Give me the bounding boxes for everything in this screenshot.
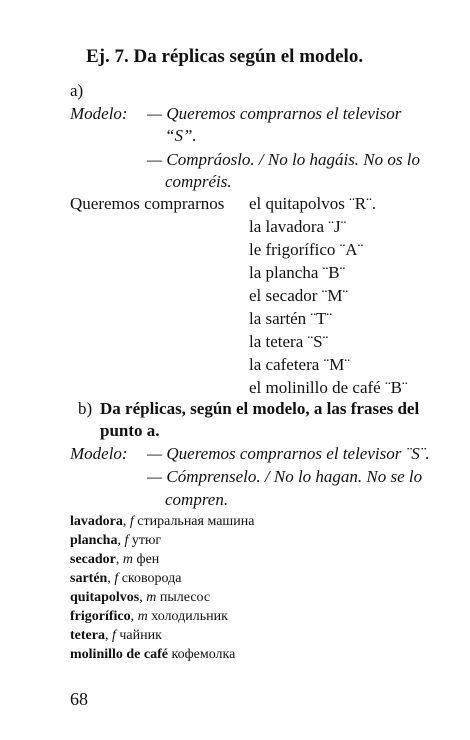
vocab-list <box>70 512 254 664</box>
part-a-item: la tetera ¨S¨ <box>249 332 329 351</box>
part-b-instruction: punto a. <box>100 421 160 440</box>
part-a-item: la plancha ¨B¨ <box>249 263 346 282</box>
part-a-model-line: — Queremos comprarnos el televisor <box>147 104 402 123</box>
vocab-entry: lavadora, f стиральная машина <box>70 514 255 529</box>
part-b-model-line: — Cómprenselo. / No lo hagan. No se lo <box>147 467 423 486</box>
part-a-model-label: Modelo: <box>70 104 128 123</box>
page-number: 68 <box>70 689 88 709</box>
part-b-model-label: Modelo: <box>70 444 128 463</box>
exercise-title: Ej. 7. Da réplicas según el modelo. <box>86 46 364 67</box>
vocab-entry: molinillo de café кофемолка <box>70 647 236 662</box>
part-a-item: el secador ¨M¨ <box>249 286 349 305</box>
part-b-model-line: compren. <box>165 490 229 509</box>
part-a-item: le frigorífico ¨A¨ <box>249 240 364 259</box>
vocab-entry: tetera, f чайник <box>70 628 162 643</box>
part-a-lead: Queremos comprarnos <box>70 194 225 213</box>
part-a-item: el quitapolvos ¨R¨. <box>249 194 377 213</box>
part-a-model-line: “S”. <box>165 126 197 145</box>
part-a-item: la sartén ¨T¨ <box>249 309 333 328</box>
vocab-entry: quitapolvos, m пылесос <box>70 590 211 605</box>
part-b-model-line: — Queremos comprarnos el televisor ¨S¨. <box>147 444 430 463</box>
part-a-model-line: — Compráoslo. / No lo hagáis. No os lo <box>147 150 420 169</box>
vocab-entry: frigorífico, m холодильник <box>70 609 228 624</box>
part-a-item: la cafetera ¨M¨ <box>249 355 350 374</box>
part-a-item: la lavadora ¨J¨ <box>249 217 347 236</box>
vocab-entry: sartén, f сковорода <box>70 571 182 586</box>
vocab-entry: secador, m фен <box>70 552 160 567</box>
part-a-label: a) <box>70 81 84 100</box>
part-a-item: el molinillo de café ¨B¨ <box>249 378 408 397</box>
vocab-entry: plancha, f утюг <box>70 533 162 548</box>
part-b-instruction: Da réplicas, según el modelo, a las frases del <box>100 399 420 418</box>
part-a-model-line: compréis. <box>165 172 232 191</box>
part-b-label: b) <box>78 399 93 418</box>
